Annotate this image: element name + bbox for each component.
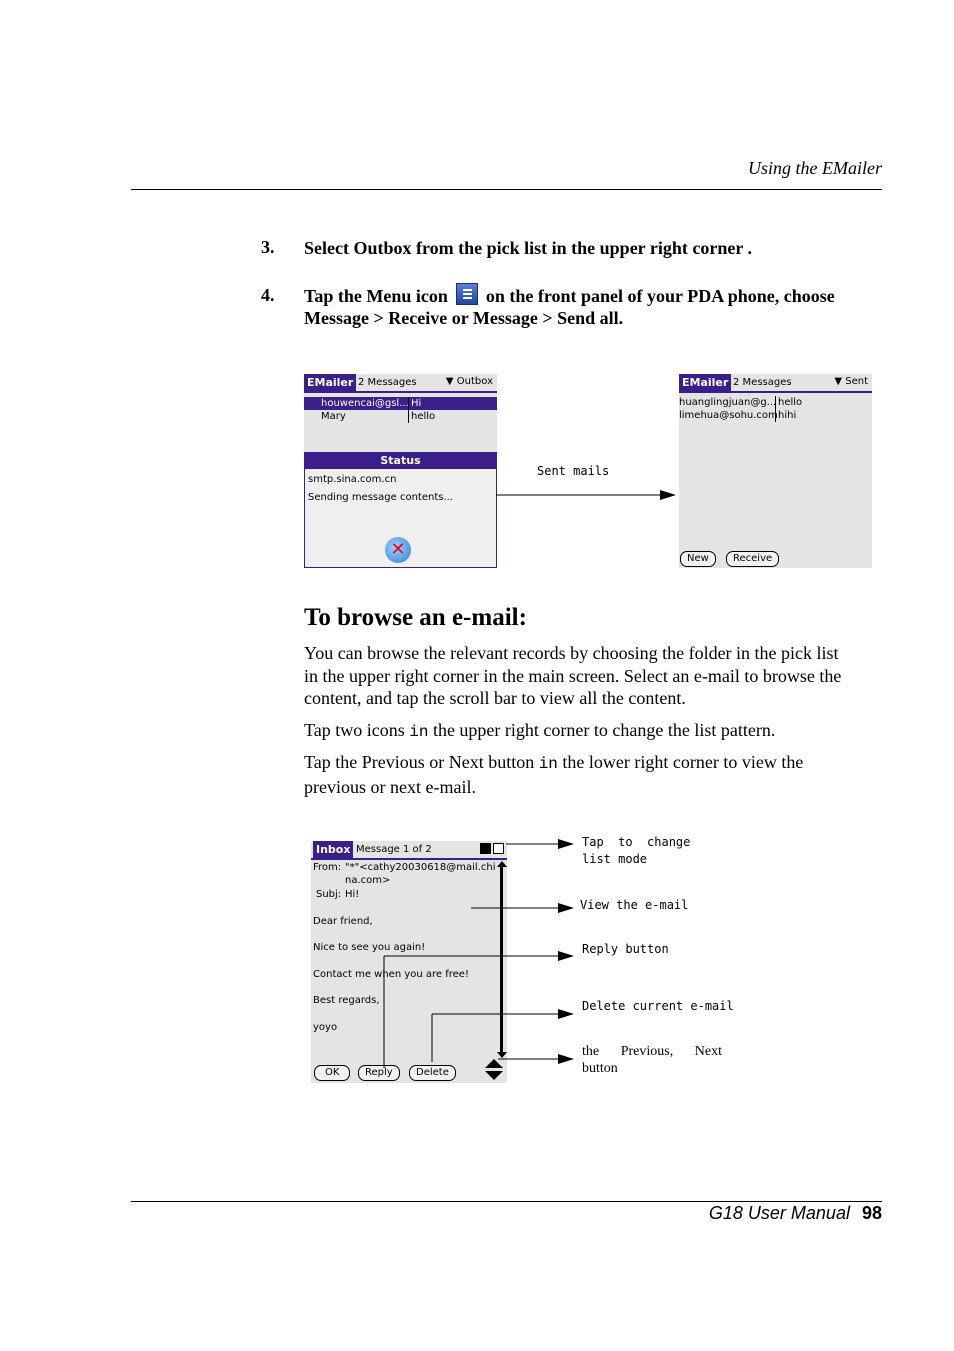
p2-text: the upper right corner to change the list pattern. bbox=[432, 720, 776, 740]
footer bbox=[560, 1203, 882, 1224]
sent-row-to: huanglingjuan@g... bbox=[679, 397, 777, 408]
inbox-tab[interactable]: Inbox bbox=[313, 841, 353, 858]
outbox-folder-picker[interactable] bbox=[446, 374, 493, 390]
outbox-row-subject: hello bbox=[408, 410, 435, 423]
p1-line: in the upper right corner in the main screen. Select an e-mail to browse the bbox=[304, 665, 842, 686]
sent-row-subject: hello bbox=[775, 396, 802, 409]
step-3-text: Select Outbox from the pick list in the upper right corner . bbox=[304, 238, 752, 258]
sent-mails-label: Sent mails bbox=[537, 464, 610, 478]
callout-lines bbox=[370, 834, 582, 1074]
step-3-number: 3. bbox=[261, 237, 275, 257]
reply-button[interactable]: Reply bbox=[358, 1065, 400, 1081]
cancel-x-icon[interactable]: ✕ bbox=[385, 537, 411, 563]
sent-row-subject: hihi bbox=[775, 409, 796, 422]
status-dialog-title: Status bbox=[305, 453, 496, 469]
callout-change-mode-line: Tap to change bbox=[582, 835, 691, 849]
callout-view: View the e-mail bbox=[580, 898, 689, 912]
p3-text: Tap the Previous or Next button bbox=[304, 752, 535, 772]
footer-rule bbox=[131, 1201, 882, 1202]
dropdown-triangle-icon: ▼ bbox=[445, 376, 454, 387]
callout-prev-next-line2: button bbox=[582, 1061, 618, 1076]
outbox-row[interactable] bbox=[304, 397, 497, 410]
step-4-text-after: on the front panel of your PDA phone, choose bbox=[485, 286, 835, 306]
from-value-line2: na.com> bbox=[345, 875, 391, 886]
sent-folder-label: Sent bbox=[845, 376, 868, 387]
sent-folder-picker[interactable] bbox=[834, 374, 868, 390]
p2-in: in bbox=[409, 723, 429, 741]
status-dialog bbox=[304, 452, 497, 568]
ok-button[interactable]: OK bbox=[314, 1065, 350, 1081]
step-4-text-before: Tap the Menu icon bbox=[304, 286, 448, 306]
status-server: smtp.sina.com.cn bbox=[308, 474, 397, 485]
body-line: Contact me when you are free! bbox=[313, 969, 469, 980]
outbox-titlebar bbox=[304, 374, 497, 393]
body-line: yoyo bbox=[313, 1022, 338, 1033]
callout-change-mode-line: list mode bbox=[582, 852, 648, 866]
dropdown-triangle-icon: ▼ bbox=[834, 376, 843, 387]
outbox-row[interactable] bbox=[304, 410, 497, 423]
running-header: Using the EMailer bbox=[748, 158, 882, 178]
menu-icon bbox=[456, 283, 478, 305]
browse-paragraph-3 bbox=[304, 751, 894, 798]
outbox-row-to: houwencai@gsl... bbox=[321, 398, 409, 409]
browse-paragraph-1 bbox=[304, 642, 894, 710]
p3-in: in bbox=[538, 755, 558, 773]
step-4-number: 4. bbox=[261, 285, 275, 305]
sent-row-to: limehua@sohu.com bbox=[679, 410, 778, 421]
callout-reply: Reply button bbox=[582, 942, 669, 956]
outbox-folder-label: Outbox bbox=[456, 376, 493, 387]
sent-arrow bbox=[496, 486, 678, 504]
callout-prev-next-word: Next bbox=[694, 1044, 722, 1059]
new-button[interactable]: New bbox=[680, 551, 716, 567]
browse-paragraph-2 bbox=[304, 719, 894, 744]
p1-line: content, and tap the scroll bar to view all the content. bbox=[304, 688, 686, 708]
step-4-text bbox=[304, 283, 884, 329]
page-number: 98 bbox=[861, 1203, 882, 1223]
sent-message-count: 2 Messages bbox=[733, 377, 792, 388]
p3-line2: previous or next e-mail. bbox=[304, 776, 476, 797]
outbox-screen bbox=[304, 374, 497, 568]
callout-prev-next-word: the bbox=[582, 1044, 600, 1059]
status-progress-text: Sending message contents... bbox=[308, 492, 453, 503]
p3-text: the lower right corner to view the bbox=[562, 752, 804, 772]
outbox-row-subject: Hi bbox=[408, 397, 421, 410]
callout-prev-next-word: Previous, bbox=[620, 1044, 674, 1059]
header-rule bbox=[131, 189, 882, 190]
sent-row[interactable] bbox=[679, 409, 872, 422]
delete-button[interactable]: Delete bbox=[409, 1065, 456, 1081]
sent-screen bbox=[679, 374, 872, 568]
subj-label: Subj: bbox=[316, 889, 342, 900]
message-position: Message 1 of 2 bbox=[356, 844, 432, 855]
callout-delete: Delete current e-mail bbox=[582, 999, 734, 1013]
step-4-text-line2: Message > Receive or Message > Send all. bbox=[304, 308, 624, 328]
body-line: Best regards, bbox=[313, 995, 380, 1006]
sent-row[interactable] bbox=[679, 396, 872, 409]
footer-manual-title: G18 User Manual bbox=[708, 1203, 850, 1223]
section-heading: To browse an e-mail: bbox=[304, 604, 527, 631]
p2-text: Tap two icons bbox=[304, 720, 405, 740]
outbox-app-tab[interactable]: EMailer bbox=[304, 374, 356, 391]
from-value-line1: "*"<cathy20030618@mail.chi bbox=[345, 862, 496, 873]
from-label: From: bbox=[313, 862, 342, 873]
receive-button[interactable]: Receive bbox=[726, 551, 779, 567]
sent-app-tab[interactable]: EMailer bbox=[679, 374, 731, 391]
sent-titlebar bbox=[679, 374, 872, 393]
body-line: Nice to see you again! bbox=[313, 942, 426, 953]
callout-change-mode bbox=[582, 834, 690, 868]
subj-value: Hi! bbox=[345, 889, 360, 900]
outbox-message-count: 2 Messages bbox=[358, 377, 417, 388]
p1-line: You can browse the relevant records by choosing the folder in the pick list bbox=[304, 643, 839, 663]
body-line: Dear friend, bbox=[313, 916, 373, 927]
outbox-row-to: Mary bbox=[321, 411, 346, 422]
callout-prev-next bbox=[582, 1043, 722, 1077]
